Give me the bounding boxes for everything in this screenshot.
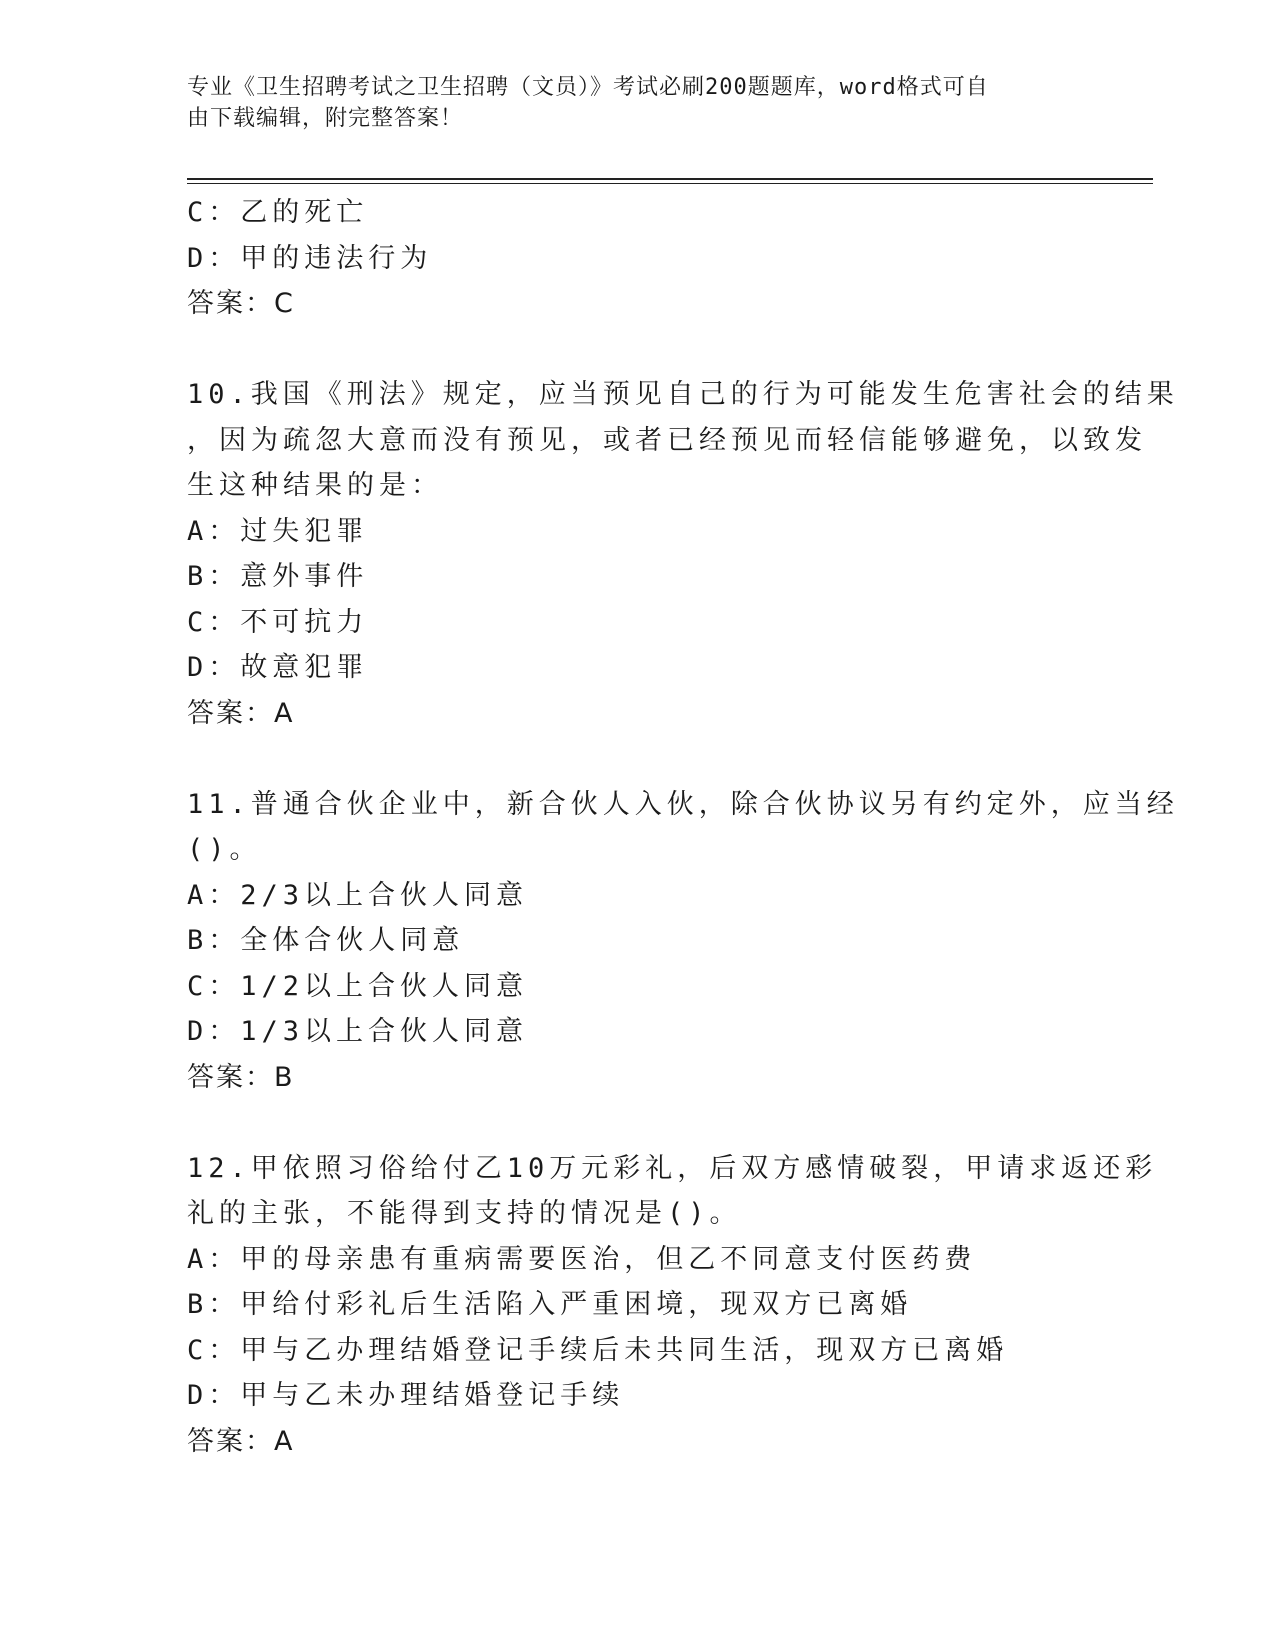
option-b: B：甲给付彩礼后生活陷入严重困境，现双方已离婚 bbox=[187, 1289, 913, 1320]
answer: 答案：A bbox=[187, 697, 295, 729]
question-stem: ()。 bbox=[187, 834, 262, 865]
question-stem: 11.普通合伙企业中，新合伙人入伙，除合伙协议另有约定外，应当经 bbox=[187, 788, 1179, 820]
document-header bbox=[187, 72, 1067, 134]
option-b: B：全体合伙人同意 bbox=[187, 925, 465, 956]
option-d: D：甲与乙未办理结婚登记手续 bbox=[187, 1380, 625, 1411]
option-c: C：乙的死亡 bbox=[187, 197, 369, 228]
question-9 bbox=[187, 190, 1087, 327]
question-stem: 10.我国《刑法》规定，应当预见自己的行为可能发生危害社会的结果 bbox=[187, 379, 1179, 410]
question-11 bbox=[187, 782, 1179, 1101]
option-d: D：1/3以上合伙人同意 bbox=[187, 1016, 529, 1047]
option-b: B：意外事件 bbox=[187, 561, 369, 592]
option-c: C：不可抗力 bbox=[187, 606, 369, 638]
answer: 答案：A bbox=[187, 1425, 295, 1457]
answer: 答案：B bbox=[187, 1061, 295, 1093]
question-stem: 12.甲依照习俗给付乙10万元彩礼，后双方感情破裂，甲请求返还彩 bbox=[187, 1152, 1158, 1184]
question-stem: ，因为疏忽大意而没有预见，或者已经预见而轻信能够避免，以致发 bbox=[187, 424, 1147, 456]
option-a: A：2/3以上合伙人同意 bbox=[187, 879, 529, 911]
document-body bbox=[187, 190, 1179, 1464]
header-divider bbox=[187, 178, 1153, 180]
option-a: A：甲的母亲患有重病需要医治，但乙不同意支付医药费 bbox=[187, 1243, 977, 1275]
option-a: A：过失犯罪 bbox=[187, 515, 369, 547]
header-divider-thin bbox=[187, 183, 1153, 184]
option-d: D：故意犯罪 bbox=[187, 652, 369, 683]
question-10 bbox=[187, 372, 1179, 736]
option-d: D：甲的违法行为 bbox=[187, 242, 433, 274]
option-c: C：1/2以上合伙人同意 bbox=[187, 970, 529, 1002]
header-line: 由下载编辑，附完整答案！ bbox=[187, 106, 464, 131]
question-12 bbox=[187, 1146, 1158, 1465]
header-line: 专业《卫生招聘考试之卫生招聘（文员）》考试必刷200题题库，word格式可自 bbox=[187, 75, 989, 100]
question-stem: 礼的主张，不能得到支持的情况是()。 bbox=[187, 1198, 742, 1229]
option-c: C：甲与乙办理结婚登记手续后未共同生活，现双方已离婚 bbox=[187, 1334, 1009, 1366]
answer: 答案：C bbox=[187, 288, 295, 319]
question-stem: 生这种结果的是： bbox=[187, 470, 443, 501]
